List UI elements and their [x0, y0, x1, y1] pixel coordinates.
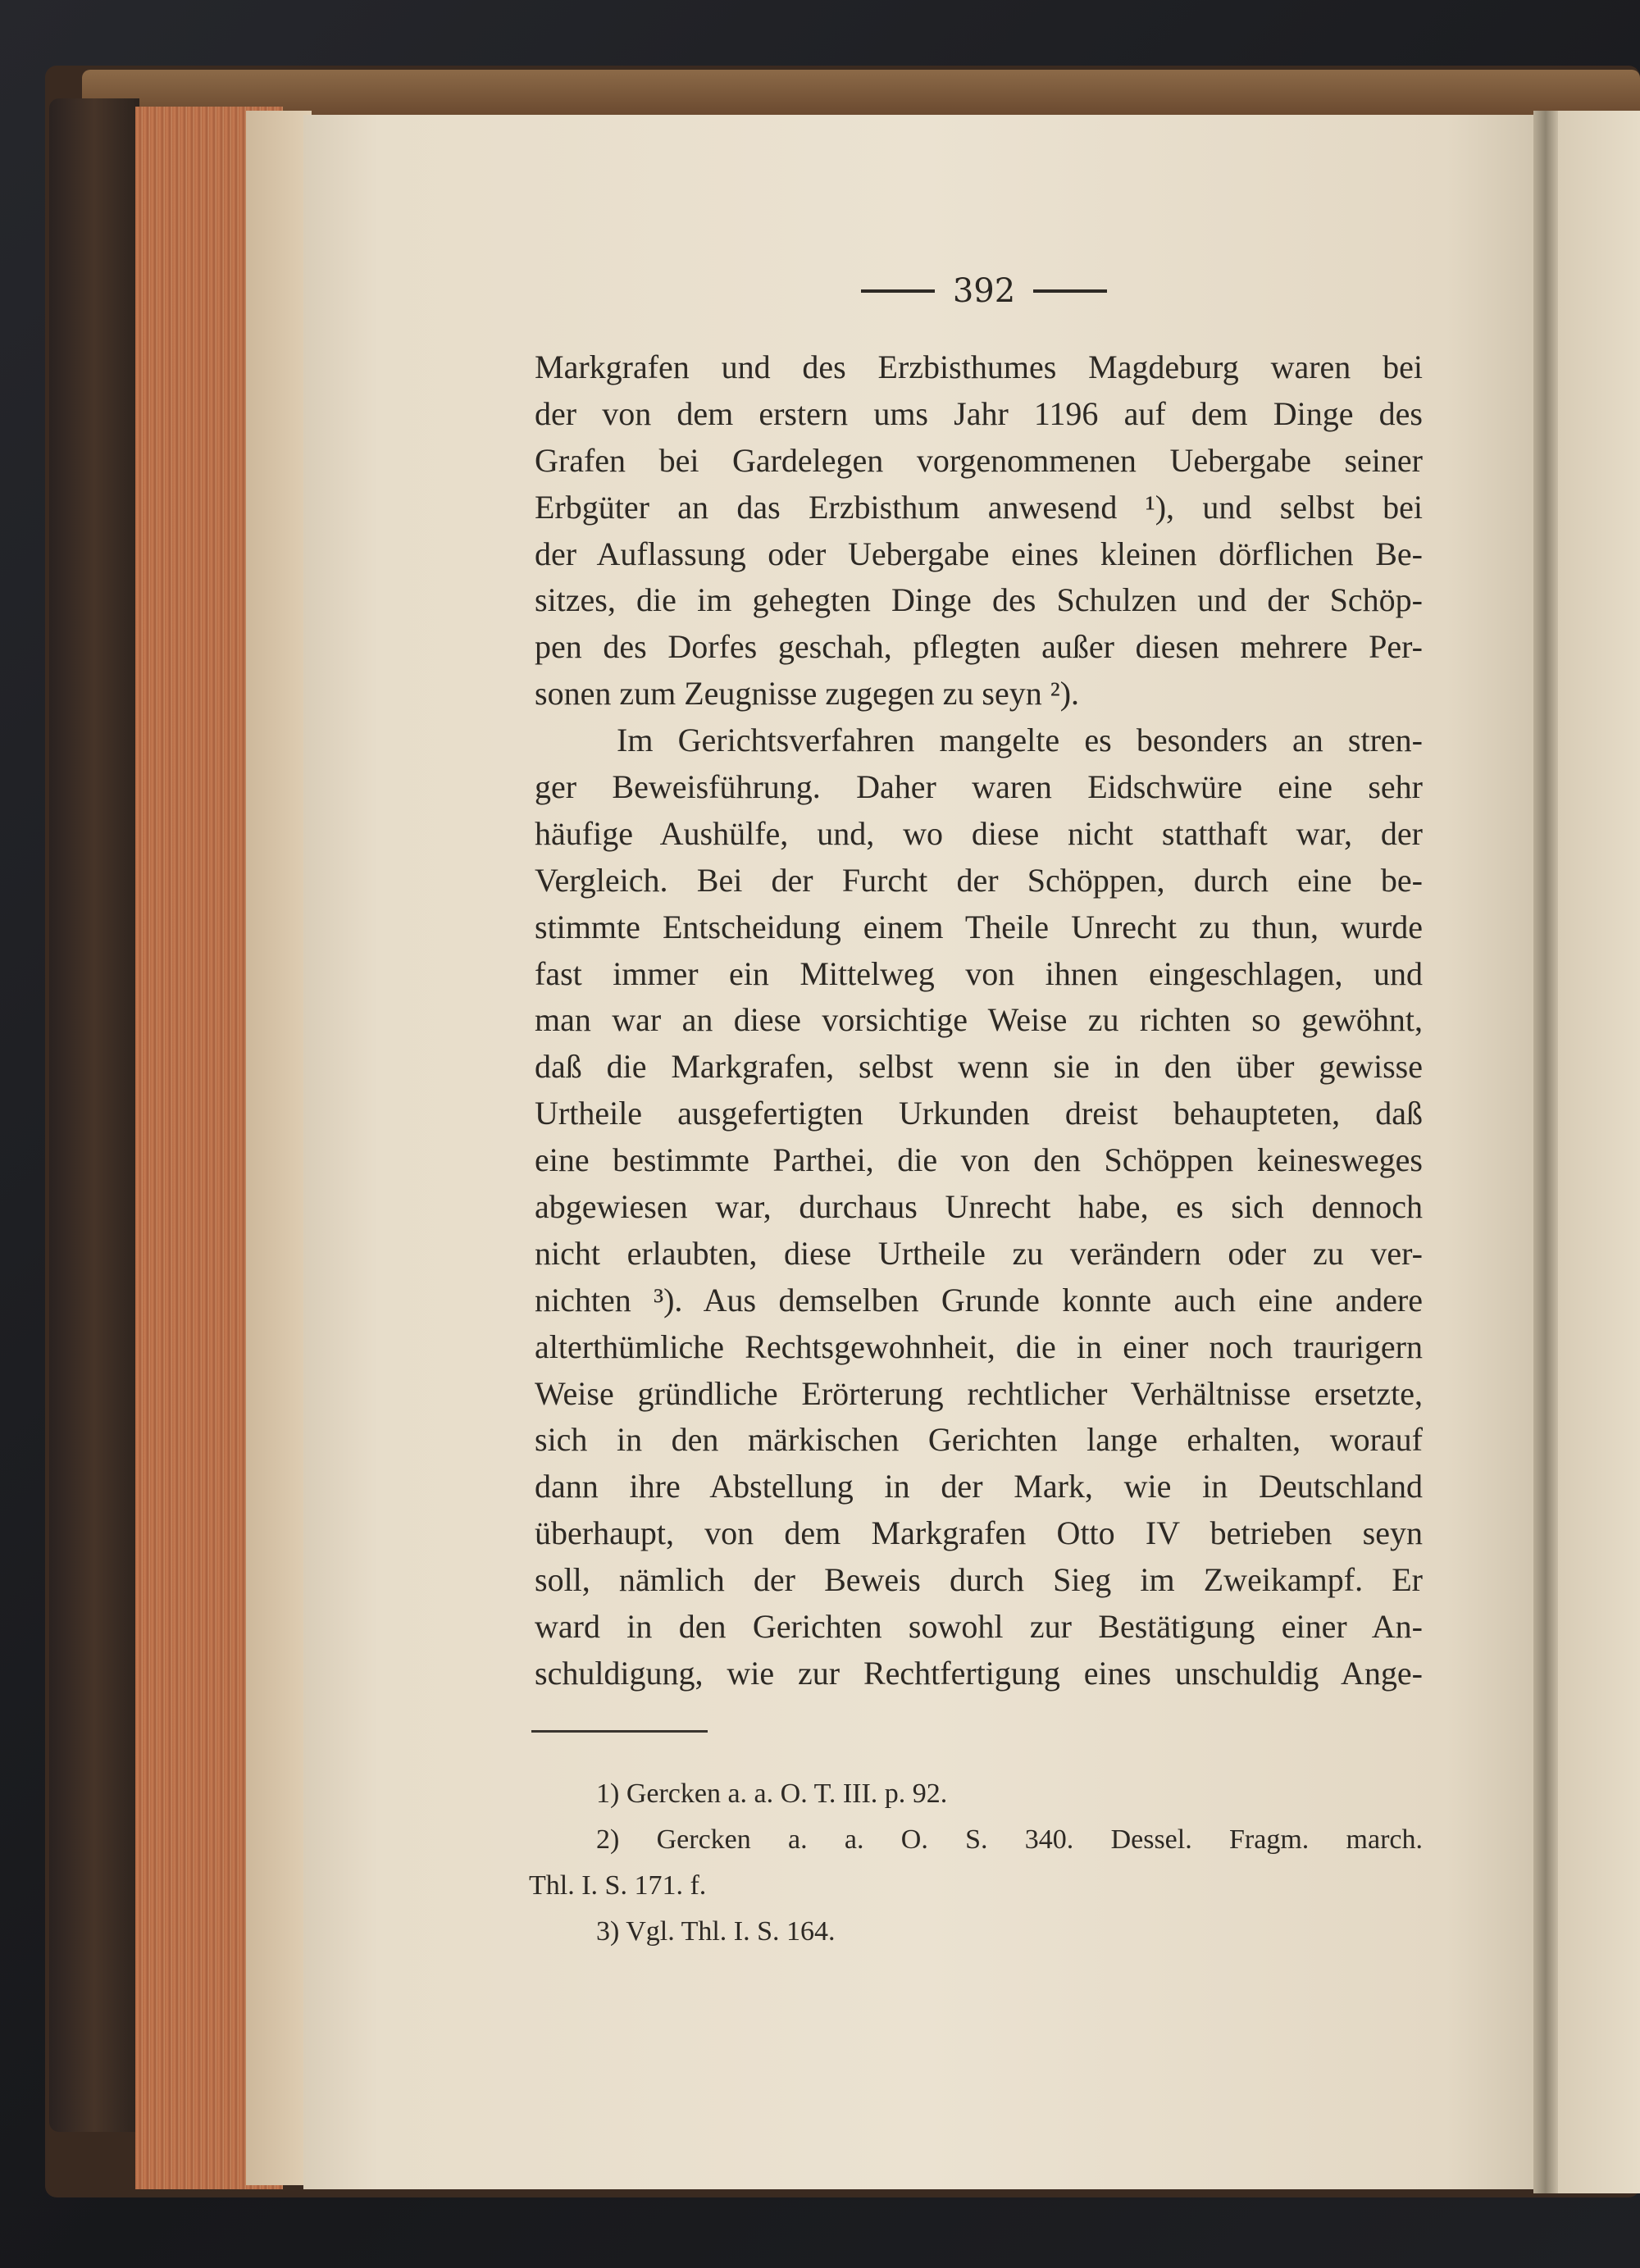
body-line: daß die Markgrafen, selbst wenn sie in den über gewisse — [535, 1048, 1423, 1086]
body-line: dann ihre Abstellung in der Mark, wie in Deutschland — [535, 1468, 1423, 1505]
footnote-2-continued: Thl. I. S. 171. f. — [529, 1870, 707, 1901]
body-line: man war an diese vorsichtige Weise zu richten so gewöhnt, — [535, 1001, 1423, 1039]
body-line: sich in den märkischen Gerichten lange erhalten, worauf — [535, 1421, 1423, 1459]
page-number: 392 — [952, 272, 1016, 310]
body-line: sitzes, die im gehegten Dinge des Schulzen und der Schöp- — [535, 581, 1423, 619]
footnote-rule — [531, 1730, 708, 1733]
header-dash-left — [861, 289, 935, 293]
body-line: abgewiesen war, durchaus Unrecht habe, es sich dennoch — [535, 1188, 1423, 1226]
body-text — [535, 344, 1423, 1697]
body-line: stimmte Entscheidung einem Theile Unrecht zu thun, wurde — [535, 908, 1423, 945]
page-stack-inner — [246, 111, 312, 2185]
body-line: ward in den Gerichten sowohl zur Bestätigung einer An- — [535, 1608, 1423, 1646]
book-top-edge — [82, 70, 1640, 115]
body-line: eine bestimmte Parthei, die von den Schöppen keinesweges — [535, 1141, 1423, 1179]
header-dash-right — [1033, 289, 1107, 293]
body-line: der Auflassung oder Uebergabe eines kleinen dörflichen Be- — [535, 535, 1423, 572]
facing-page — [1558, 111, 1640, 2193]
footnotes — [529, 1771, 1423, 1955]
body-line: pen des Dorfes geschah, pflegten außer diesen mehrere Per- — [535, 628, 1423, 666]
body-line: ger Beweisführung. Daher waren Eidschwüre eine sehr — [535, 768, 1423, 806]
body-line: alterthümliche Rechtsgewohnheit, die in einer noch traurigern — [535, 1328, 1423, 1365]
body-line: Erbgüter an das Erzbisthum anwesend ¹), und selbst bei — [535, 488, 1423, 526]
body-line: nicht erlaubten, diese Urtheile zu verändern oder zu ver- — [535, 1234, 1423, 1272]
body-line: Markgrafen und des Erzbisthumes Magdeburg waren bei — [535, 348, 1423, 385]
footnote-2: 2) Gercken a. a. O. S. 340. Dessel. Fragm. march. — [596, 1824, 1423, 1855]
body-line: häufige Aushülfe, und, wo diese nicht statthaft war, der — [535, 814, 1423, 852]
body-line: überhaupt, von dem Markgrafen Otto IV betrieben seyn — [535, 1514, 1423, 1552]
footnote-1: 1) Gercken a. a. O. T. III. p. 92. — [596, 1778, 948, 1809]
book-gutter — [1533, 111, 1558, 2193]
body-line: soll, nämlich der Beweis durch Sieg im Zweikampf. Er — [535, 1561, 1423, 1599]
body-line: Grafen bei Gardelegen vorgenommenen Uebergabe seiner — [535, 441, 1423, 479]
body-line: Vergleich. Bei der Furcht der Schöppen, durch eine be- — [535, 861, 1423, 899]
body-line: Weise gründliche Erörterung rechtlicher Verhältnisse ersetzte, — [535, 1374, 1423, 1412]
body-line: Im Gerichtsverfahren mangelte es besonders an stren- — [617, 722, 1423, 759]
page-header — [828, 271, 1140, 312]
body-line: sonen zum Zeugnisse zugegen zu seyn ²). — [535, 675, 1080, 713]
body-line: fast immer ein Mittelweg von ihnen eingeschlagen, und — [535, 954, 1423, 992]
footnote-3: 3) Vgl. Thl. I. S. 164. — [596, 1916, 836, 1947]
book-spine — [49, 98, 139, 2132]
body-line: Urtheile ausgefertigten Urkunden dreist behaupteten, daß — [535, 1095, 1423, 1132]
body-line: schuldigung, wie zur Rechtfertigung eines unschuldig Ange- — [535, 1654, 1423, 1692]
body-line: nichten ³). Aus demselben Grunde konnte auch eine andere — [535, 1281, 1423, 1318]
body-line: der von dem erstern ums Jahr 1196 auf dem Dinge des — [535, 394, 1423, 432]
